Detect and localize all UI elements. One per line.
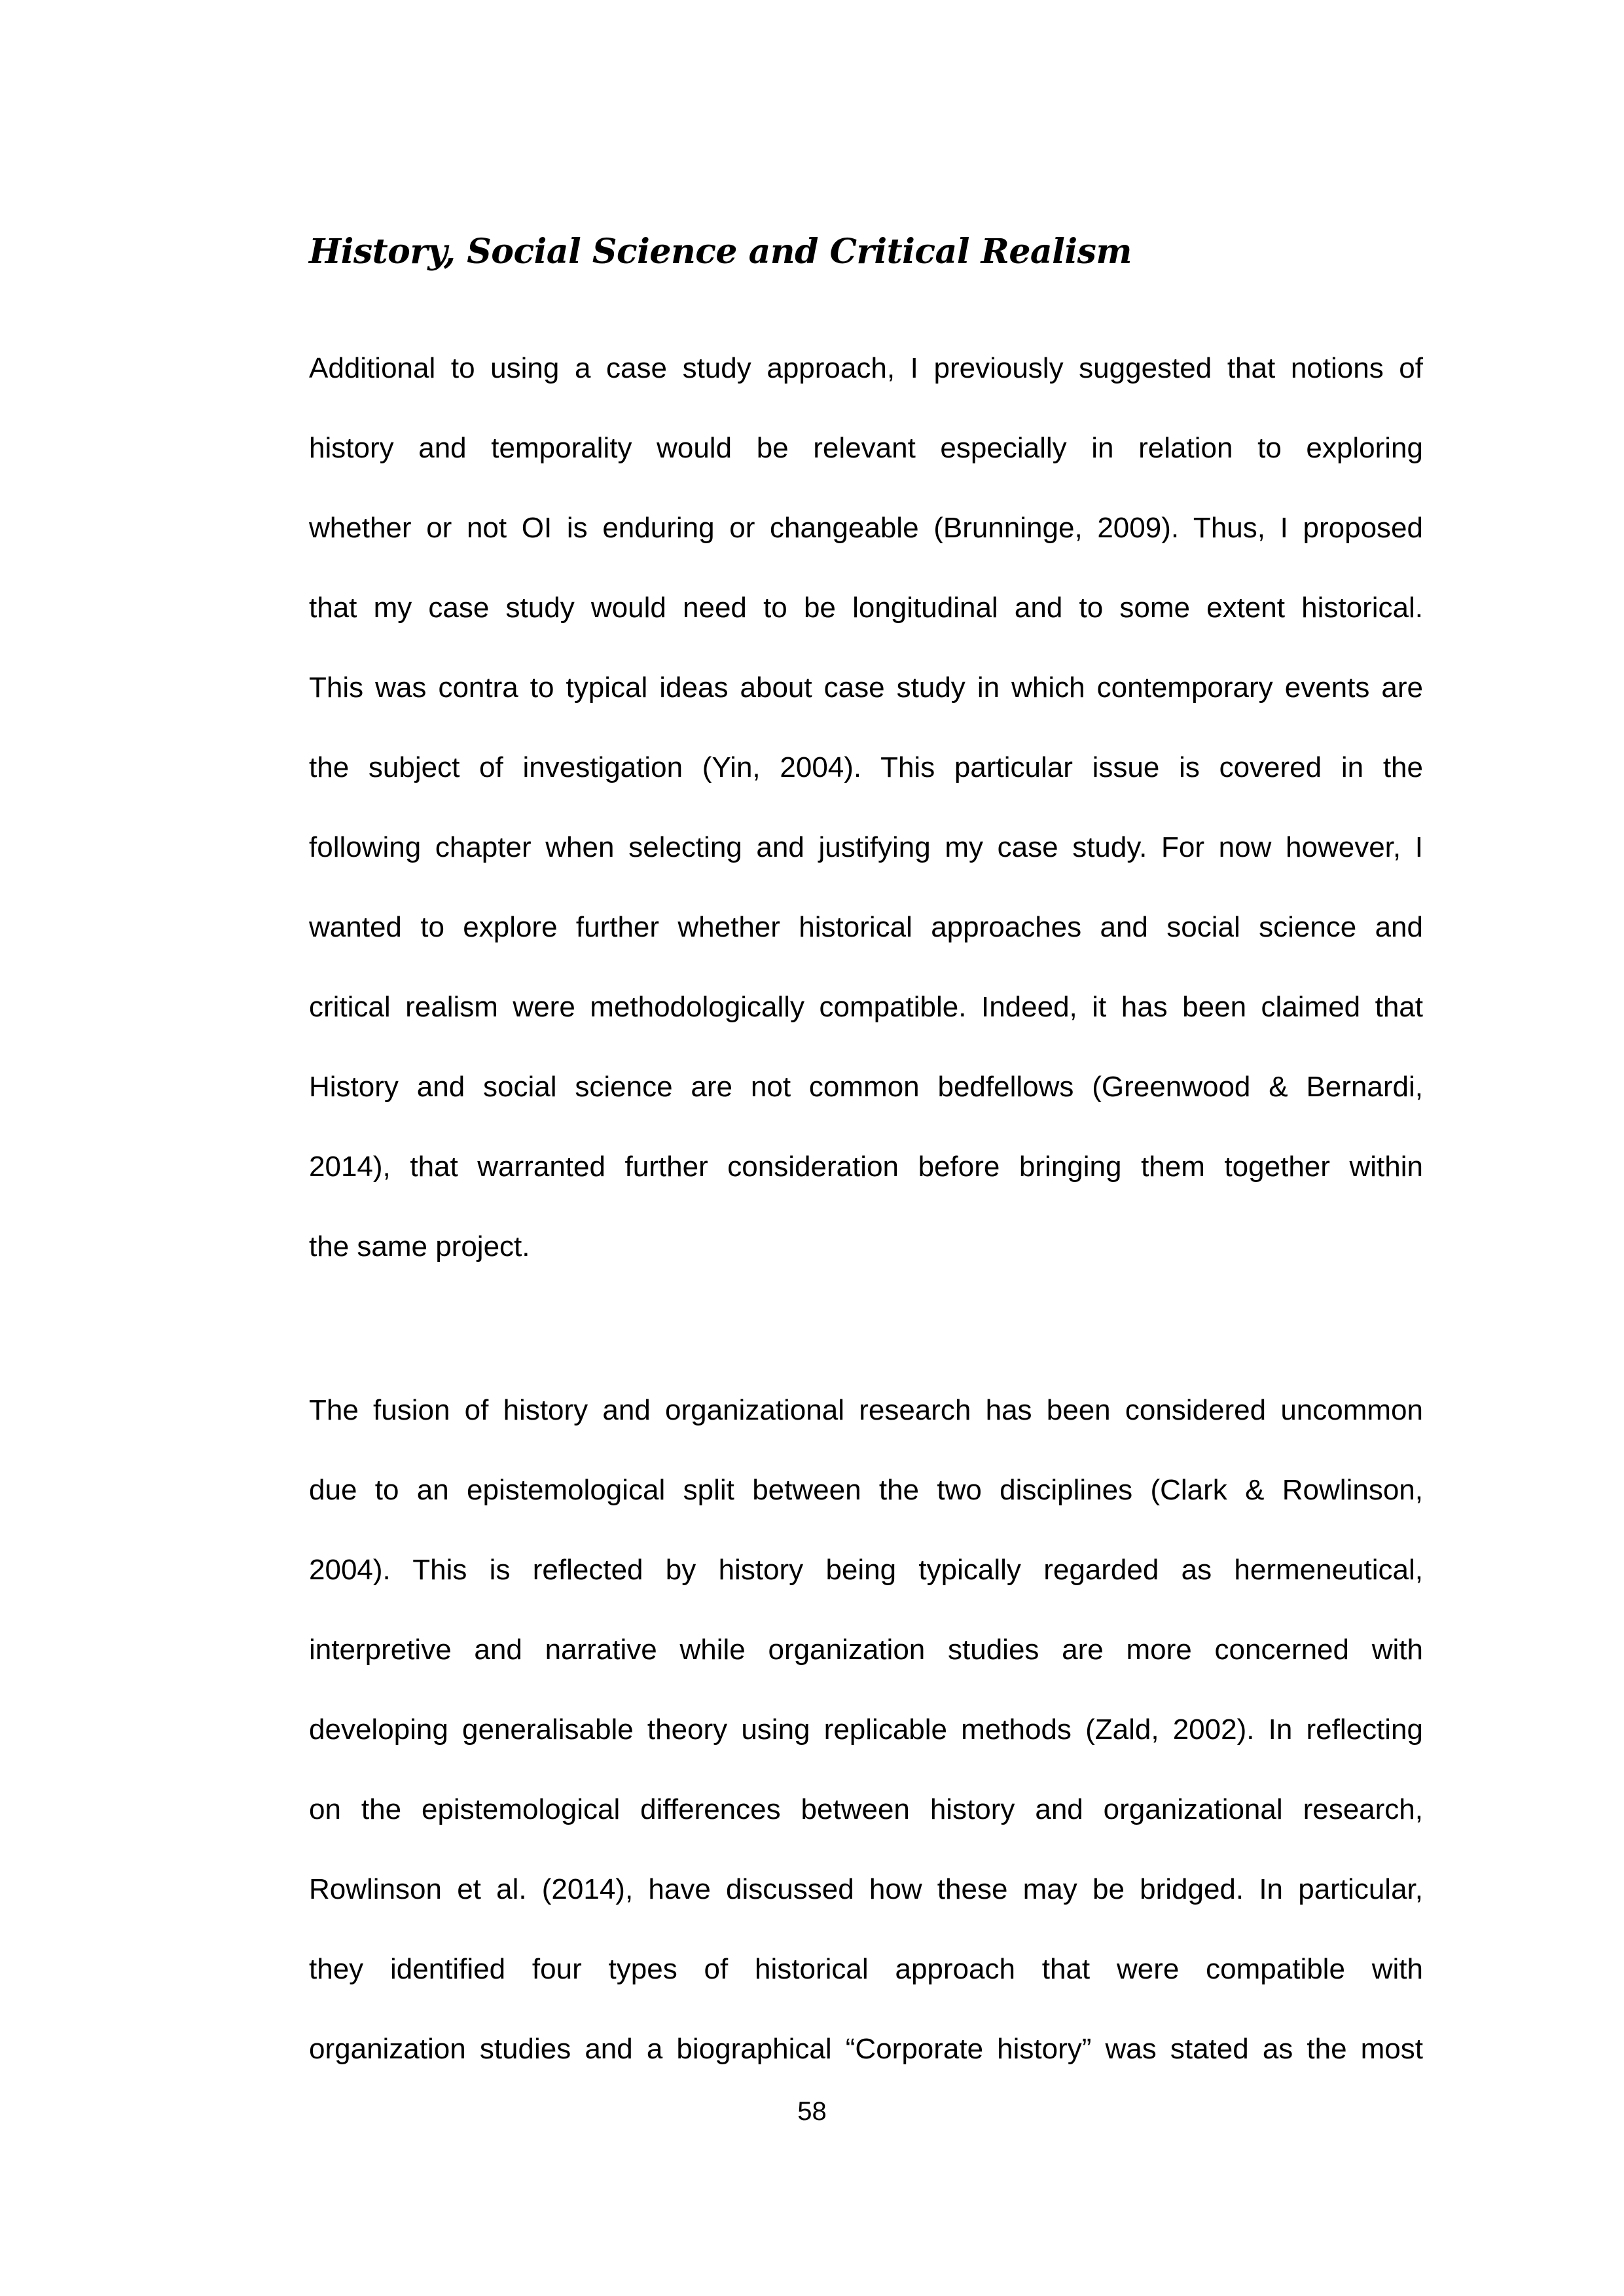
paragraph-line: Additional to using a case study approach, I previously suggested that notions of <box>309 352 1423 384</box>
page-number: 58 <box>797 2097 827 2126</box>
paragraph-line: wanted to explore further whether historical approaches and social science and <box>309 911 1423 943</box>
paragraph-line: History and social science are not common bedfellows (Greenwood & Bernardi, <box>309 1071 1423 1103</box>
paragraph-line: critical realism were methodologically compatible. Indeed, it has been claimed that <box>309 991 1423 1023</box>
paragraph-line: due to an epistemological split between the two disciplines (Clark & Rowlinson, <box>309 1474 1423 1506</box>
paragraph-line: This was contra to typical ideas about case study in which contemporary events are <box>309 672 1423 704</box>
paragraph-line: 2004). This is reflected by history being typically regarded as hermeneutical, <box>309 1554 1423 1586</box>
paragraph-2 <box>309 1371 1423 2089</box>
paragraph-line: The fusion of history and organizational research has been considered uncommon <box>309 1394 1423 1426</box>
paragraph-line: history and temporality would be relevant especially in relation to exploring <box>309 432 1423 464</box>
paragraph-line: Rowlinson et al. (2014), have discussed how these may be bridged. In particular, <box>309 1873 1423 1905</box>
paragraph-line: that my case study would need to be longitudinal and to some extent historical. <box>309 592 1423 624</box>
paragraph-line: they identified four types of historical approach that were compatible with <box>309 1953 1423 1985</box>
paragraph-line: developing generalisable theory using replicable methods (Zald, 2002). In reflecting <box>309 1713 1423 1746</box>
section-heading: History, Social Science and Critical Realism <box>309 232 1132 272</box>
paragraph-line: the subject of investigation (Yin, 2004). This particular issue is covered in the <box>309 751 1423 783</box>
paragraph-line: 2014), that warranted further consideration before bringing them together within <box>309 1151 1423 1183</box>
paragraph-line: following chapter when selecting and justifying my case study. For now however, I <box>309 831 1423 863</box>
paragraph-line: organization studies and a biographical “Corporate history” was stated as the most <box>309 2033 1423 2065</box>
paragraph-line: the same project. <box>309 1230 530 1263</box>
paragraph-line: on the epistemological differences between history and organizational research, <box>309 1793 1423 1825</box>
paragraph-line: whether or not OI is enduring or changeable (Brunninge, 2009). Thus, I proposed <box>309 512 1423 544</box>
paragraph-1 <box>309 329 1423 1287</box>
paragraph-line: interpretive and narrative while organization studies are more concerned with <box>309 1634 1423 1666</box>
